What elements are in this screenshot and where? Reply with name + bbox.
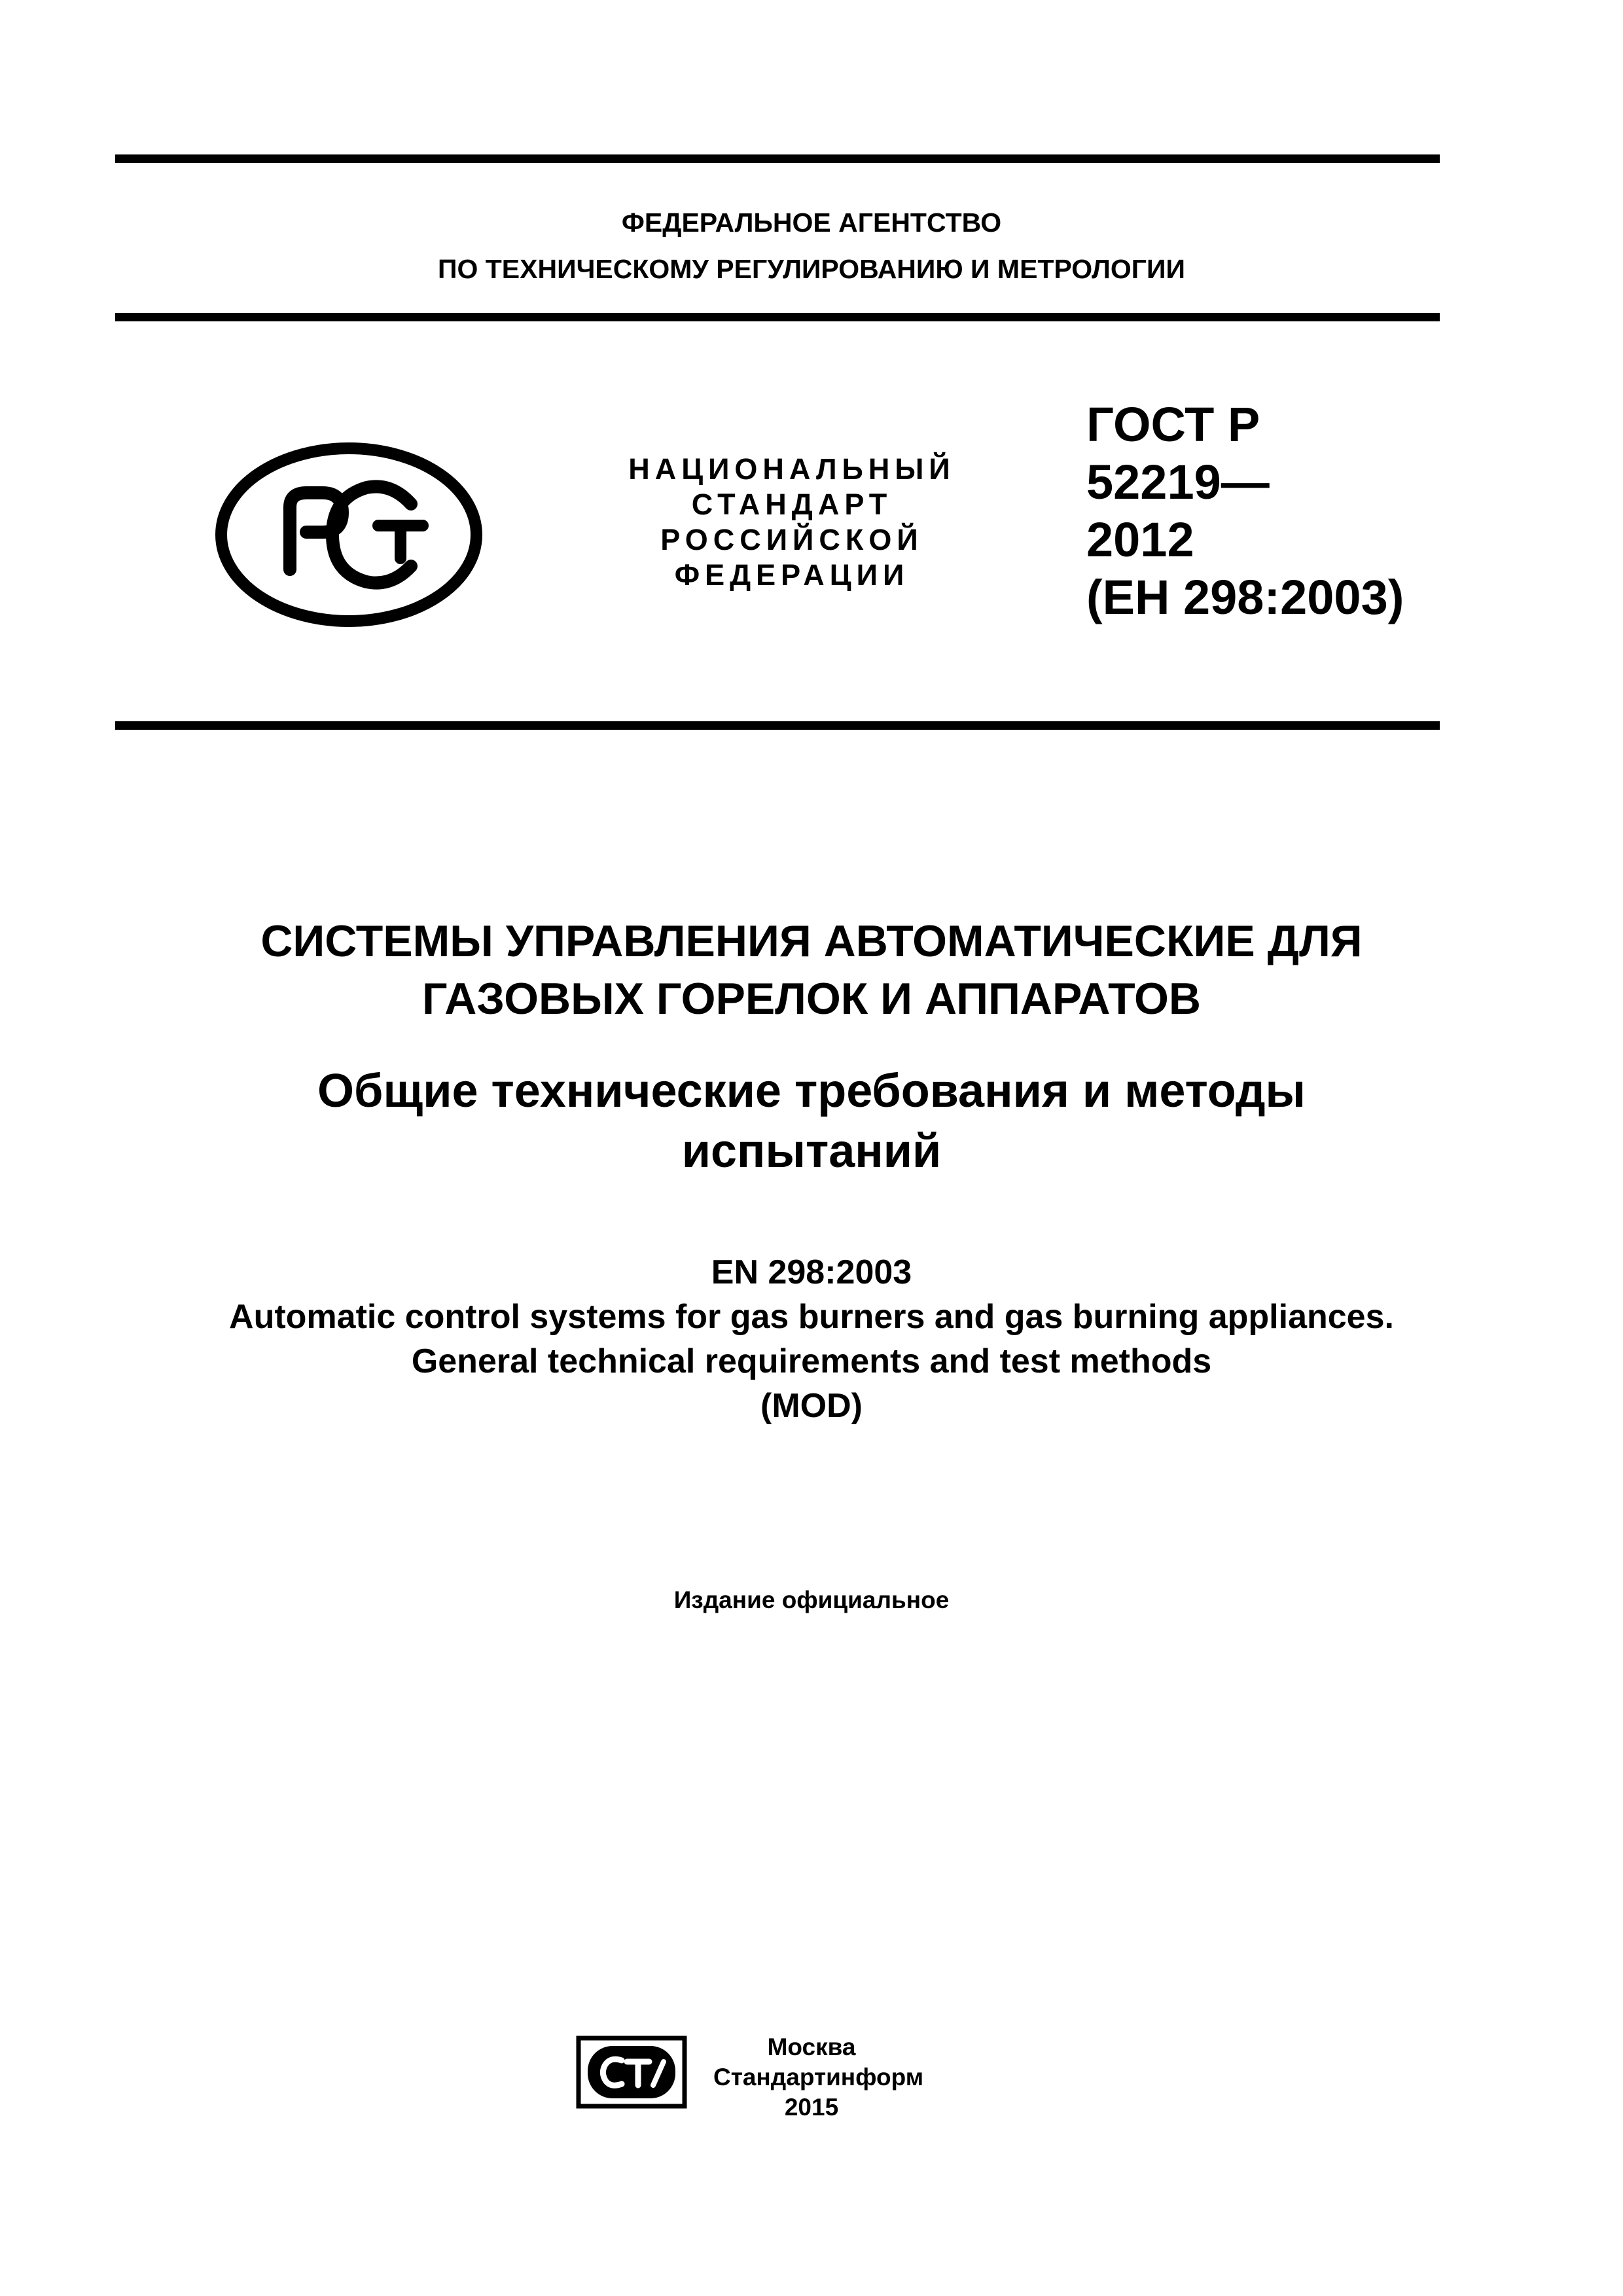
- national-line-2: СТАНДАРТ: [691, 488, 893, 521]
- designation-rule: [115, 721, 1440, 730]
- en-reference-line-3: General technical requirements and test methods: [411, 1342, 1212, 1380]
- rst-certification-logo-icon: [215, 442, 483, 628]
- en-reference-line-2: Automatic control systems for gas burners and gas burning appliances.: [229, 1298, 1394, 1336]
- publisher-city: Москва: [767, 2034, 856, 2060]
- publisher-year: 2015: [784, 2094, 839, 2121]
- top-rule: [115, 154, 1440, 163]
- title-sub-line-1: Общие технические требования и методы: [317, 1065, 1306, 1117]
- standard-designation: [1086, 396, 1404, 626]
- designation-line-3: 2012: [1086, 512, 1194, 567]
- header-rule: [115, 313, 1440, 321]
- designation-line-1: ГОСТ Р: [1086, 397, 1260, 452]
- national-line-4: ФЕДЕРАЦИИ: [674, 558, 910, 592]
- edition-label: Издание официальное: [673, 1587, 950, 1613]
- national-standard-label: [563, 452, 1021, 593]
- designation-line-4: (ЕН 298:2003): [1086, 570, 1404, 624]
- publisher-block: [713, 2032, 924, 2123]
- national-line-1: НАЦИОНАЛЬНЫЙ: [628, 452, 955, 486]
- standartinform-logo-icon: [576, 2036, 687, 2109]
- title-main-line-1: СИСТЕМЫ УПРАВЛЕНИЯ АВТОМАТИЧЕСКИЕ ДЛЯ: [260, 916, 1363, 966]
- agency-line-1: ФЕДЕРАЛЬНОЕ АГЕНТСТВО: [621, 207, 1002, 238]
- en-reference-line-4: (MOD): [760, 1387, 863, 1425]
- designation-line-2: 52219—: [1086, 455, 1270, 509]
- national-line-3: РОССИЙСКОЙ: [660, 523, 923, 556]
- en-reference-line-1: EN 298:2003: [711, 1253, 912, 1291]
- agency-line-2: ПО ТЕХНИЧЕСКОМУ РЕГУЛИРОВАНИЮ И МЕТРОЛОГИИ: [438, 254, 1185, 284]
- title-main-line-2: ГАЗОВЫХ ГОРЕЛОК И АППАРАТОВ: [422, 974, 1201, 1024]
- title-sub-line-2: испытаний: [681, 1125, 942, 1177]
- publisher-name: Стандартинформ: [713, 2064, 924, 2090]
